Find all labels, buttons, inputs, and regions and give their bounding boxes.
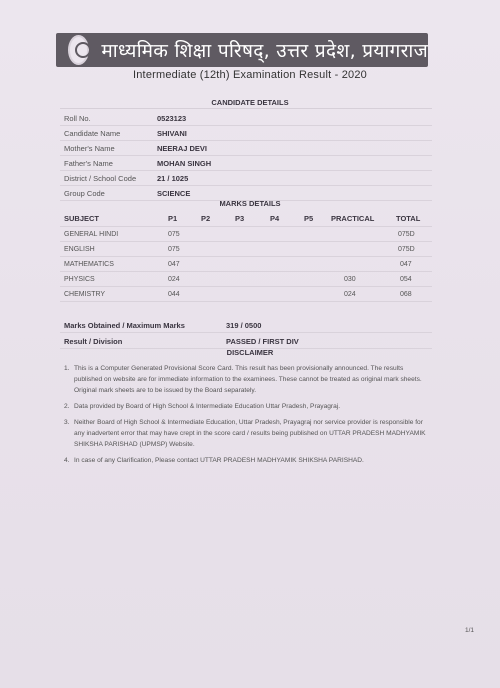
disclaimer-notes [64, 363, 432, 471]
detail-label: Candidate Name [64, 129, 121, 138]
p1-mark: 047 [168, 261, 180, 268]
p1-mark: 044 [168, 291, 180, 298]
result-value: PASSED / FIRST DIV [226, 337, 299, 346]
practical-mark: 030 [344, 276, 356, 283]
total-mark: 075D [398, 246, 415, 253]
subject-name: MATHEMATICS [64, 261, 114, 268]
total-mark: 047 [400, 261, 412, 268]
marks-row [60, 271, 432, 287]
detail-label: Group Code [64, 189, 105, 198]
detail-value: NEERAJ DEVI [157, 144, 208, 153]
col-p3: P3 [235, 214, 245, 223]
detail-row-roll-no [60, 110, 432, 126]
disclaimer-note [64, 417, 432, 450]
marks-header-row [60, 208, 432, 227]
col-practical: PRACTICAL [331, 214, 375, 223]
disclaimer-note [64, 401, 432, 412]
result-label: Result / Division [64, 337, 123, 346]
note-text: This is a Computer Generated Provisional Score Card. This result has been provisionally announced. The results published on website are for immediate information to the examinees. These cannot be treated as original mark sheets. Original mark sheets are to be issued by the Board separately. [74, 365, 422, 394]
note-number: 2. [64, 403, 70, 410]
detail-row-district-school [60, 170, 432, 186]
result-row [60, 332, 432, 349]
note-number: 1. [64, 365, 70, 372]
subject-name: PHYSICS [64, 276, 95, 283]
col-total: TOTAL [396, 214, 421, 223]
detail-row-father-name [60, 155, 432, 171]
note-text: Neither Board of High School & Intermediate Education, Uttar Pradesh, Prayagraj nor service provider is responsible for any inadvertent error that may have crept in the score card / results being published on UTTAR PRADESH MADHYAMIK SHIKSHA PARISHAD (UPMSP) Website. [74, 419, 426, 448]
note-number: 4. [64, 457, 70, 464]
marks-obtained-value: 319 / 0500 [226, 321, 262, 330]
col-p2: P2 [201, 214, 211, 223]
col-subject: SUBJECT [64, 214, 100, 223]
banner-title: माध्यमिक शिक्षा परिषद्, उत्तर प्रदेश, प्रयागराज [101, 40, 428, 62]
marks-row [60, 286, 432, 302]
marks-obtained-label: Marks Obtained / Maximum Marks [64, 321, 185, 330]
disclaimer-note [64, 363, 432, 396]
total-mark: 075D [398, 231, 415, 238]
detail-value: MOHAN SINGH [157, 159, 212, 168]
marks-row [60, 241, 432, 257]
divider [60, 108, 432, 109]
marks-row [60, 226, 432, 242]
board-banner [56, 33, 428, 67]
note-text: In case of any Clarification, Please contact UTTAR PRADESH MADHYAMIK SHIKSHA PARISHAD. [74, 457, 364, 464]
detail-row-mother-name [60, 140, 432, 156]
detail-value: SHIVANI [157, 129, 187, 138]
detail-value: 0523123 [157, 114, 187, 123]
detail-value: 21 / 1025 [157, 174, 189, 183]
disclaimer-heading: DISCLAIMER [226, 348, 274, 357]
col-p4: P4 [270, 214, 280, 223]
marks-summary-row [60, 316, 432, 333]
detail-label: Father's Name [64, 159, 113, 168]
detail-value: SCIENCE [157, 189, 191, 198]
subject-name: ENGLISH [64, 246, 95, 253]
candidate-details-heading: CANDIDATE DETAILS [211, 98, 289, 107]
detail-label: District / School Code [64, 174, 137, 183]
detail-label: Mother's Name [64, 144, 115, 153]
disclaimer-note [64, 455, 432, 466]
subject-name: GENERAL HINDI [64, 231, 119, 238]
subject-name: CHEMISTRY [64, 291, 106, 298]
total-mark: 054 [400, 276, 412, 283]
col-p5: P5 [304, 214, 314, 223]
p1-mark: 075 [168, 246, 180, 253]
board-logo [68, 35, 89, 65]
note-number: 3. [64, 419, 70, 426]
practical-mark: 024 [344, 291, 356, 298]
detail-label: Roll No. [64, 114, 91, 123]
p1-mark: 075 [168, 231, 180, 238]
detail-row-candidate-name [60, 125, 432, 141]
exam-title: Intermediate (12th) Examination Result - 2020 [132, 69, 367, 81]
note-text: Data provided by Board of High School & Intermediate Education Uttar Pradesh, Prayagraj. [74, 403, 341, 410]
total-mark: 068 [400, 291, 412, 298]
page-number: 1/1 [465, 627, 475, 634]
p1-mark: 024 [168, 276, 180, 283]
marks-row [60, 256, 432, 272]
marks-details-heading: MARKS DETAILS [219, 199, 281, 208]
col-p1: P1 [168, 214, 178, 223]
